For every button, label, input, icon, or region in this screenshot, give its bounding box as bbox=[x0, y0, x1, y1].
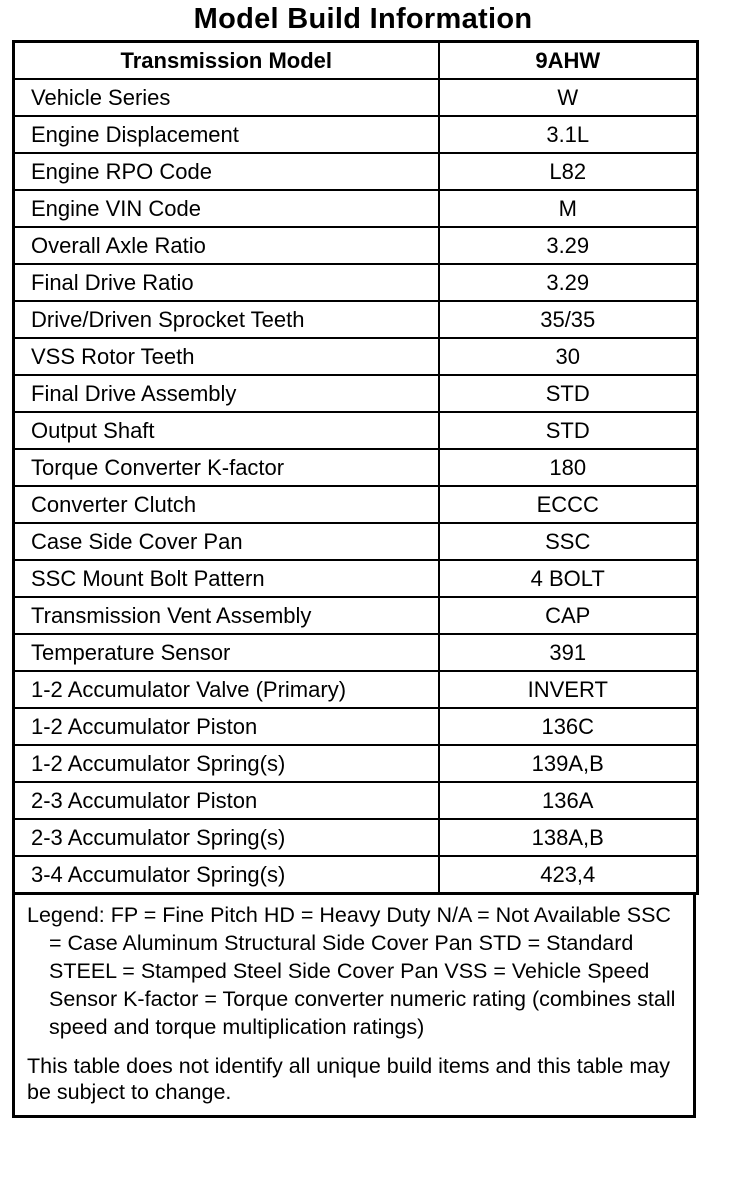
row-value: CAP bbox=[439, 597, 698, 634]
build-info-table-container bbox=[12, 40, 696, 1118]
header-label: Transmission Model bbox=[14, 42, 439, 80]
row-value: 3.29 bbox=[439, 264, 698, 301]
table-row bbox=[14, 227, 698, 264]
row-value: 138A,B bbox=[439, 819, 698, 856]
row-value: 30 bbox=[439, 338, 698, 375]
table-row bbox=[14, 486, 698, 523]
row-value: 136C bbox=[439, 708, 698, 745]
page-title: Model Build Information bbox=[193, 3, 533, 35]
table-row bbox=[14, 856, 698, 894]
table-row bbox=[14, 671, 698, 708]
disclaimer-text: This table does not identify all unique build items and this table may be subject to change. bbox=[27, 1054, 670, 1104]
row-value: STD bbox=[439, 412, 698, 449]
table-row bbox=[14, 116, 698, 153]
row-label: 1-2 Accumulator Valve (Primary) bbox=[14, 671, 439, 708]
table-row bbox=[14, 745, 698, 782]
row-value: 35/35 bbox=[439, 301, 698, 338]
row-label: Temperature Sensor bbox=[14, 634, 439, 671]
header-value: 9AHW bbox=[439, 42, 698, 80]
table-row bbox=[14, 708, 698, 745]
table-row bbox=[14, 375, 698, 412]
table-row bbox=[14, 190, 698, 227]
table-row bbox=[14, 560, 698, 597]
row-label: Output Shaft bbox=[14, 412, 439, 449]
table-row bbox=[14, 782, 698, 819]
row-label: VSS Rotor Teeth bbox=[14, 338, 439, 375]
legend-text: Legend: FP = Fine Pitch HD = Heavy Duty N/A = Not Available SSC = Case Aluminum Structural Side Cover Pan STD = Standard STEEL = Stamped Steel Side Cover Pan VSS = Vehicle Speed Sensor K-factor = Torque converter numeric rating (combines stall speed and torque multiplication ratings) bbox=[27, 903, 676, 1039]
row-label: Torque Converter K-factor bbox=[14, 449, 439, 486]
table-header-row bbox=[14, 42, 698, 80]
row-label: 2-3 Accumulator Piston bbox=[14, 782, 439, 819]
table-row bbox=[14, 264, 698, 301]
row-label: Overall Axle Ratio bbox=[14, 227, 439, 264]
build-info-table bbox=[12, 40, 699, 895]
table-row bbox=[14, 597, 698, 634]
row-label: 1-2 Accumulator Spring(s) bbox=[14, 745, 439, 782]
row-value: ECCC bbox=[439, 486, 698, 523]
row-label: Final Drive Ratio bbox=[14, 264, 439, 301]
row-label: 1-2 Accumulator Piston bbox=[14, 708, 439, 745]
table-row bbox=[14, 338, 698, 375]
row-value: 4 BOLT bbox=[439, 560, 698, 597]
table-row bbox=[14, 412, 698, 449]
row-label: Vehicle Series bbox=[14, 79, 439, 116]
row-value: M bbox=[439, 190, 698, 227]
row-value: W bbox=[439, 79, 698, 116]
row-value: 3.1L bbox=[439, 116, 698, 153]
row-value: 3.29 bbox=[439, 227, 698, 264]
row-label: Final Drive Assembly bbox=[14, 375, 439, 412]
row-value: L82 bbox=[439, 153, 698, 190]
row-value: 139A,B bbox=[439, 745, 698, 782]
row-label: 2-3 Accumulator Spring(s) bbox=[14, 819, 439, 856]
row-value: 136A bbox=[439, 782, 698, 819]
table-row bbox=[14, 153, 698, 190]
row-value: 423,4 bbox=[439, 856, 698, 894]
row-value: INVERT bbox=[439, 671, 698, 708]
row-label: SSC Mount Bolt Pattern bbox=[14, 560, 439, 597]
row-label: Drive/Driven Sprocket Teeth bbox=[14, 301, 439, 338]
row-label: Case Side Cover Pan bbox=[14, 523, 439, 560]
table-row bbox=[14, 79, 698, 116]
table-row bbox=[14, 634, 698, 671]
row-value: 180 bbox=[439, 449, 698, 486]
row-value: SSC bbox=[439, 523, 698, 560]
table-row bbox=[14, 449, 698, 486]
row-label: Engine RPO Code bbox=[14, 153, 439, 190]
row-label: Transmission Vent Assembly bbox=[14, 597, 439, 634]
notes-box bbox=[12, 895, 696, 1118]
row-value: 391 bbox=[439, 634, 698, 671]
row-label: 3-4 Accumulator Spring(s) bbox=[14, 856, 439, 894]
row-label: Engine VIN Code bbox=[14, 190, 439, 227]
table-row bbox=[14, 523, 698, 560]
row-label: Converter Clutch bbox=[14, 486, 439, 523]
table-row bbox=[14, 301, 698, 338]
table-row bbox=[14, 819, 698, 856]
row-value: STD bbox=[439, 375, 698, 412]
row-label: Engine Displacement bbox=[14, 116, 439, 153]
